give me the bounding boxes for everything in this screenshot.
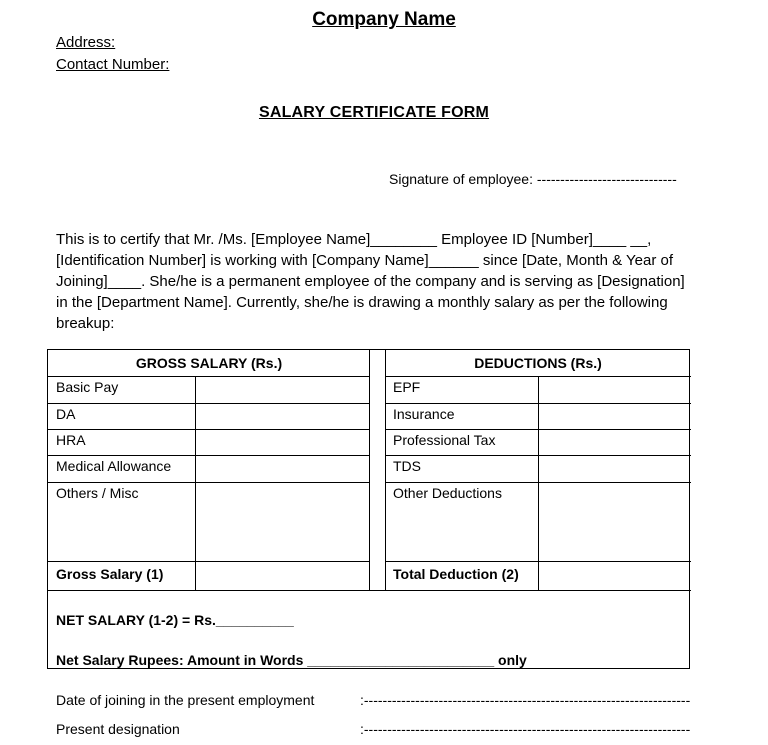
net-salary-line: NET SALARY (1-2) = Rs.__________ xyxy=(56,612,294,628)
gross-item-medical-allowance: Medical Allowance xyxy=(56,458,172,474)
deduction-item-insurance: Insurance xyxy=(393,406,455,422)
deductions-header: DEDUCTIONS (Rs.) xyxy=(474,355,602,371)
gross-salary-total-label: Gross Salary (1) xyxy=(56,566,164,582)
contact-number-label: Contact Number: xyxy=(56,56,170,73)
net-salary-in-words-line: Net Salary Rupees: Amount in Words ________________________ only xyxy=(56,652,527,668)
address-label: Address: xyxy=(56,34,116,51)
gross-item-others-misc: Others / Misc xyxy=(56,485,139,501)
salary-breakup-table xyxy=(47,349,690,669)
deduction-item-professional-tax: Professional Tax xyxy=(393,432,496,448)
present-designation-row xyxy=(56,721,690,737)
date-of-joining-label: Date of joining in the present employment xyxy=(56,692,315,708)
deduction-item-epf: EPF xyxy=(393,379,421,395)
present-designation-blank: :---------------------------------------------------------------------- xyxy=(360,721,691,737)
gross-salary-header: GROSS SALARY (Rs.) xyxy=(135,355,283,371)
employee-signature-line: Signature of employee: ------------------------------ xyxy=(389,171,677,187)
form-title: SALARY CERTIFICATE FORM xyxy=(258,104,490,121)
gross-item-da: DA xyxy=(56,406,76,422)
deduction-item-tds: TDS xyxy=(393,458,421,474)
date-of-joining-row xyxy=(56,692,690,708)
company-name: Company Name xyxy=(312,9,456,30)
certification-paragraph: This is to certify that Mr. /Ms. [Employee Name]________ Employee ID [Number]____ __, [Identification Number] is working with [Company Name]______ since [Date, Month & Year of Joining]____. She/he is a permanent employee of the company and is serving as [Designation] in the [Department Name]. Currently, she/he is drawing a monthly salary as per the following breakup: xyxy=(56,231,685,332)
total-deduction-label: Total Deduction (2) xyxy=(393,566,519,582)
gross-item-basic-pay: Basic Pay xyxy=(56,379,119,395)
present-designation-label: Present designation xyxy=(56,721,180,737)
deduction-item-other-deductions: Other Deductions xyxy=(393,485,502,501)
date-of-joining-blank: :---------------------------------------------------------------------- xyxy=(360,692,691,708)
gross-item-hra: HRA xyxy=(56,432,86,448)
